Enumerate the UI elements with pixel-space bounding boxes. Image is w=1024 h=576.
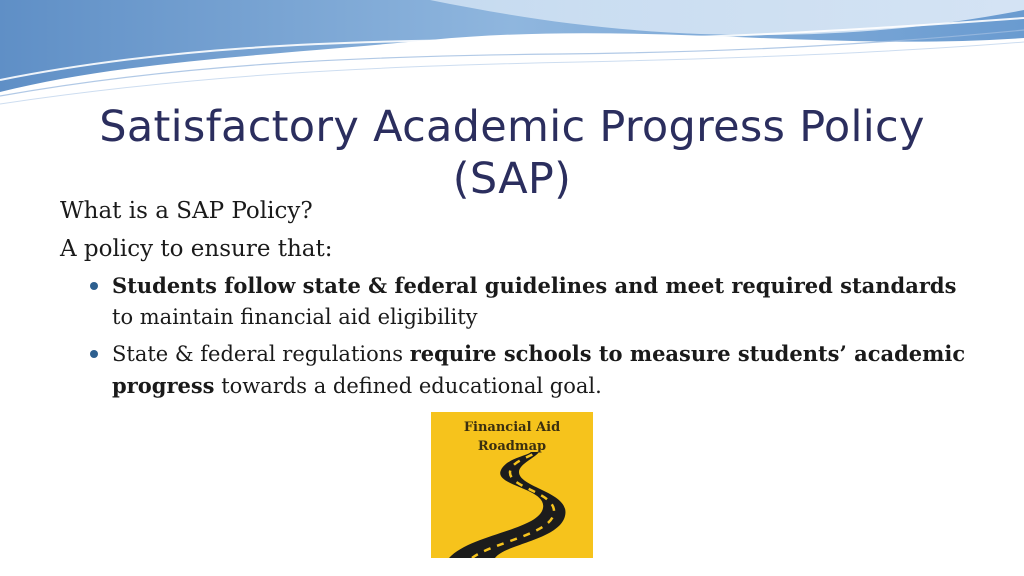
roadmap-caption-line2: Roadmap — [477, 439, 547, 454]
slide-title — [40, 101, 984, 205]
slide-body — [60, 192, 980, 407]
question-text: What is a SAP Policy? — [60, 198, 313, 224]
slide-title-line2: (SAP) — [452, 153, 572, 204]
intro-text: A policy to ensure that: — [60, 236, 333, 262]
bullet-item — [60, 338, 980, 402]
bullet-text: towards a defined educational goal. — [214, 374, 602, 398]
header-wave-decoration — [0, 0, 1024, 110]
bullet-bold-text: Students follow state & federal guidelines and meet required standards — [112, 273, 957, 298]
bullet-bold-text: require schools to measure students’ academic progress — [112, 341, 966, 398]
bullet-text: to maintain financial aid eligibility — [112, 305, 478, 329]
bullet-list — [60, 270, 980, 402]
bullet-text: State & federal regulations — [112, 342, 410, 366]
roadmap-caption — [431, 418, 593, 456]
roadmap-caption-line1: Financial Aid — [463, 420, 561, 435]
financial-aid-roadmap-image — [431, 412, 593, 558]
slide-title-line1: Satisfactory Academic Progress Policy — [99, 101, 925, 152]
bullet-dot-icon — [90, 350, 98, 358]
bullet-item — [60, 270, 980, 333]
bullet-dot-icon — [90, 282, 98, 290]
